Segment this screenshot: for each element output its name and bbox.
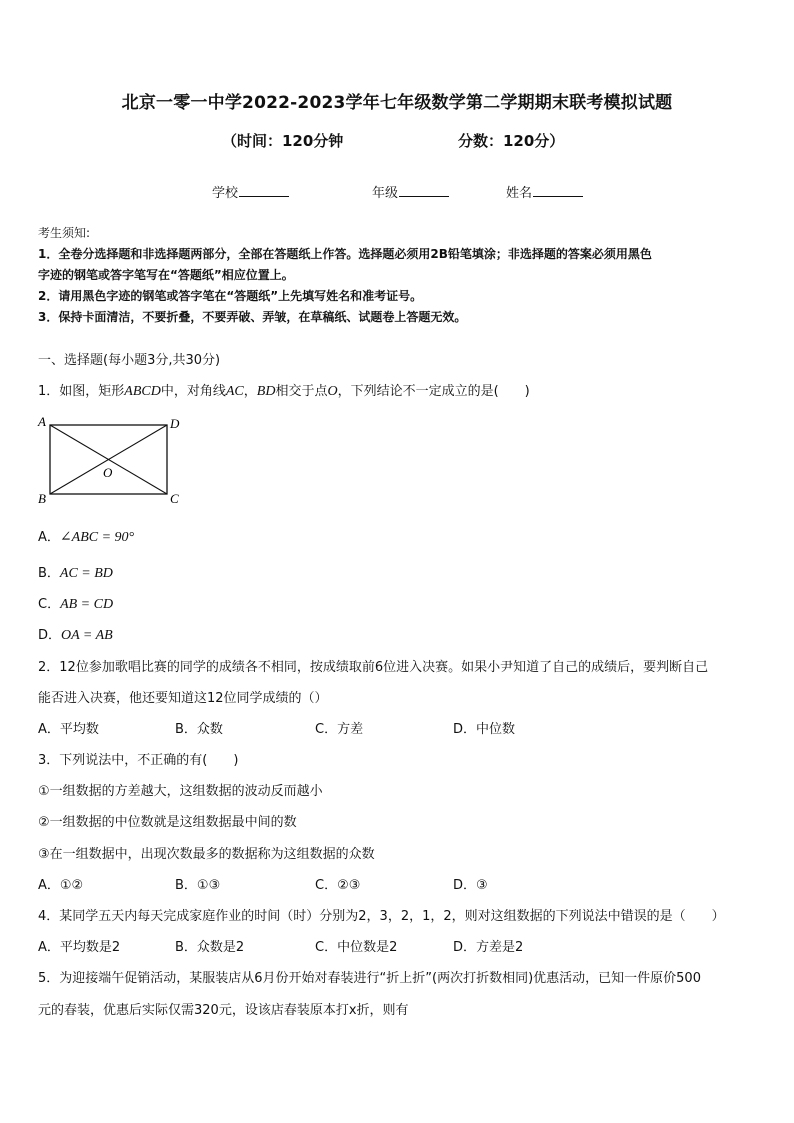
q1-option-a[interactable]: [38, 526, 134, 546]
question-3-statement-1: ①一组数据的方差越大，这组数据的波动反而越小: [38, 784, 323, 799]
notice-item-3: 3．保持卡面清洁，不要折叠，不要弄破、弄皱，在草稿纸、试题卷上答题无效。: [38, 310, 467, 324]
q4-option-c[interactable]: C．中位数是2: [315, 940, 398, 955]
exam-score: 分数：120分）: [458, 132, 565, 150]
label-c: C: [170, 491, 179, 506]
q1-option-a-expr: ∠ABC = 90°: [59, 530, 135, 545]
q1-text-b: 中，对角线: [160, 384, 226, 399]
q1-option-b-expr: AC = BD: [59, 566, 113, 581]
q4-option-b[interactable]: B．众数是2: [175, 940, 245, 955]
grade-field: [372, 182, 449, 201]
q1-abcd: ABCD: [124, 384, 161, 399]
q4-option-a[interactable]: A．平均数是2: [38, 940, 121, 955]
school-blank[interactable]: [239, 184, 289, 197]
rectangle-figure: [36, 414, 186, 506]
q1-option-d[interactable]: [38, 624, 113, 644]
name-blank[interactable]: [533, 184, 583, 197]
notice-item-1a: 1．全卷分选择题和非选择题两部分，全部在答题纸上作答。选择题必须用2B铅笔填涂；非选择题的答案必须用黑色: [38, 247, 652, 261]
q1-option-a-letter: A．: [38, 530, 60, 545]
q1-option-c[interactable]: [38, 593, 113, 613]
label-b: B: [38, 491, 46, 506]
name-label: 姓名: [506, 186, 533, 201]
question-3-stem: 3．下列说法中，不正确的有( ): [38, 753, 239, 768]
q3-option-d[interactable]: D．③: [453, 878, 488, 893]
q1-option-d-expr: OA = AB: [61, 628, 113, 643]
school-field: [212, 182, 289, 201]
notice-heading: 考生须知:: [38, 226, 91, 240]
q1-option-b[interactable]: [38, 562, 113, 582]
q1-option-b-letter: B．: [38, 566, 60, 581]
question-3-statement-3: ③在一组数据中，出现次数最多的数据称为这组数据的众数: [38, 847, 375, 862]
q1-option-c-letter: C．: [38, 597, 61, 612]
question-3-statement-2: ②一组数据的中位数就是这组数据最中间的数: [38, 815, 297, 830]
question-5-line-2: 元的春装，优惠后实际仅需320元，设该店春装原本打x折，则有: [38, 1003, 409, 1018]
name-field: [506, 182, 583, 201]
question-2-line-2: 能否进入决赛，他还要知道这12位同学成绩的（）: [38, 691, 328, 706]
notice-item-1b: 字迹的钢笔或答字笔写在“答题纸”相应位置上。: [38, 268, 294, 282]
question-1-stem: [38, 380, 530, 400]
q1-bd: BD: [256, 384, 276, 399]
section-heading: 一、选择题(每小题3分,共30分): [38, 353, 221, 368]
question-5-line-1: 5．为迎接端午促销活动，某服装店从6月份开始对春装进行“折上折”(两次打折数相同)优惠活动，已知一件原价500: [38, 971, 701, 986]
notice-item-2: 2．请用黑色字迹的钢笔或答字笔在“答题纸”上先填写姓名和准考证号。: [38, 289, 423, 303]
q1-option-c-expr: AB = CD: [60, 597, 114, 612]
q1-option-d-letter: D．: [38, 628, 62, 643]
question-2-line-1: 2．12位参加歌唱比赛的同学的成绩各不相同，按成绩取前6位进入决赛。如果小尹知道了自己的成绩后，要判断自己: [38, 660, 709, 675]
q1-text-d: ，下列结论不一定成立的是( ): [337, 384, 530, 399]
q1-comma: ，: [243, 384, 257, 399]
q2-option-d[interactable]: D．中位数: [453, 722, 516, 737]
q2-option-b[interactable]: B．众数: [175, 722, 223, 737]
label-a: A: [38, 414, 46, 429]
q2-option-a[interactable]: A．平均数: [38, 722, 99, 737]
question-4-stem: 4．某同学五天内每天完成家庭作业的时间（时）分别为2，3，2，1，2，则对这组数据的下列说法中错误的是（ ）: [38, 909, 725, 924]
school-label: 学校: [212, 186, 239, 201]
grade-blank[interactable]: [399, 184, 449, 197]
exam-title: 北京一零一中学2022-2023学年七年级数学第二学期期末联考模拟试题: [121, 93, 673, 113]
q3-option-c[interactable]: C．②③: [315, 878, 361, 893]
grade-label: 年级: [372, 186, 399, 201]
q1-o: O: [327, 384, 338, 399]
q4-option-d[interactable]: D．方差是2: [453, 940, 524, 955]
q1-text-a: 1．如图，矩形: [38, 384, 125, 399]
label-o: O: [103, 465, 113, 480]
exam-time: （时间：120分钟: [222, 132, 344, 150]
q1-ac: AC: [225, 384, 244, 399]
q2-option-c[interactable]: C．方差: [315, 722, 364, 737]
q1-text-c: 相交于点: [275, 384, 328, 399]
label-d: D: [170, 416, 180, 431]
q3-option-b[interactable]: B．①③: [175, 878, 221, 893]
q3-option-a[interactable]: A．①②: [38, 878, 84, 893]
